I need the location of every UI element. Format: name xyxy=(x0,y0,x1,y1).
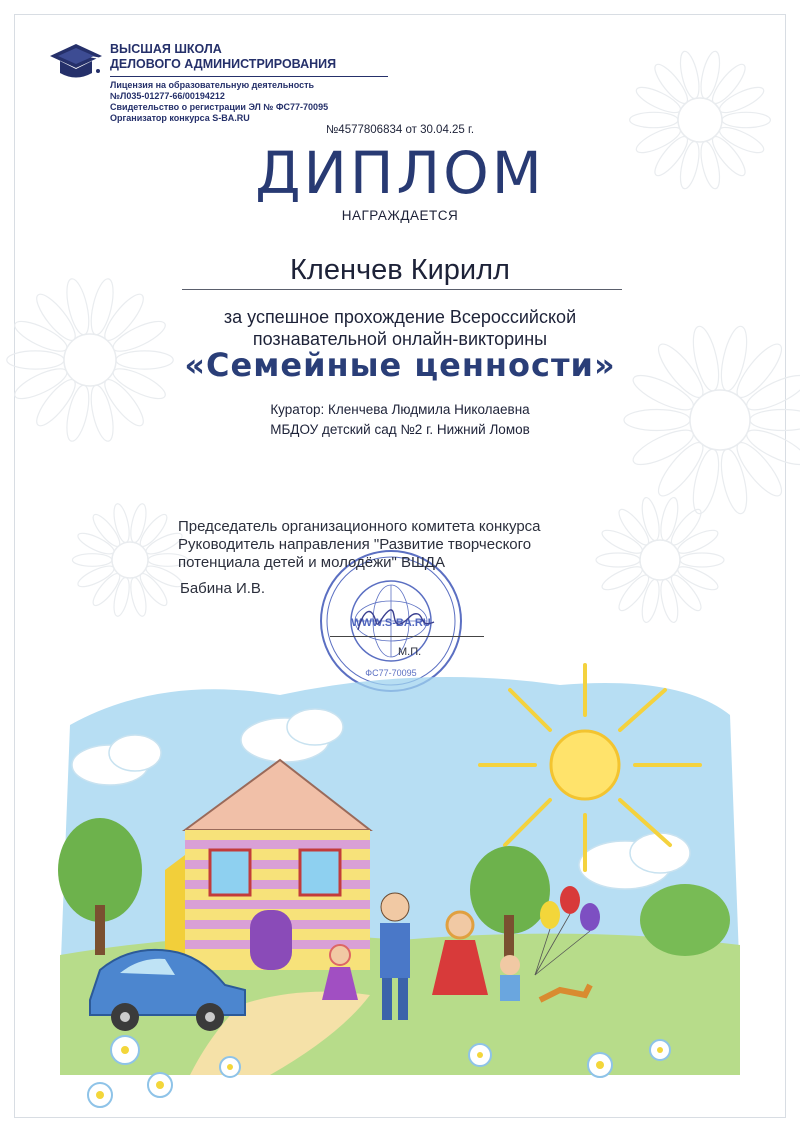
awarded-label: НАГРАЖДАЕТСЯ xyxy=(341,208,459,223)
diploma-number: №4577806834 от 30.04.25 г. xyxy=(325,124,475,136)
stamp-site-text: WWW.S-BA.RU xyxy=(351,617,431,629)
signer-name: Бабина И.В. xyxy=(180,580,266,597)
handwritten-signature xyxy=(350,600,440,640)
header-divider xyxy=(110,76,388,77)
seal-place-label: М.П. xyxy=(398,646,422,658)
graduation-cap-icon xyxy=(48,40,104,84)
license-number: №Л035-01277-66/00194212 xyxy=(110,91,225,101)
curator-block xyxy=(0,400,800,440)
signature-line3: потенциала детей и молодёжи" ВШДА xyxy=(178,554,445,571)
signature-line xyxy=(330,636,484,637)
award-reason-line2: познавательной онлайн-викторины xyxy=(252,329,548,349)
signature-line2: Руководитель направления "Развитие творческого xyxy=(178,536,532,553)
organization-name-line2: ДЕЛОВОГО АДМИНИСТРИРОВАНИЯ xyxy=(110,57,337,71)
contest-title: «Семейные ценности» xyxy=(184,346,616,384)
registration-text: Свидетельство о регистрации ЭЛ № ФС77-70095 xyxy=(110,102,329,112)
recipient-underline xyxy=(182,289,622,290)
curator-name: Куратор: Кленчева Людмила Николаевна xyxy=(270,402,530,417)
organizer-text: Организатор конкурса S-BA.RU xyxy=(110,113,250,123)
stamp-number-text: ФС77-70095 xyxy=(365,668,417,678)
recipient-name: Кленчев Кирилл xyxy=(290,254,510,286)
family-drawing xyxy=(40,655,760,1115)
award-reason xyxy=(0,306,800,350)
diploma-title: ДИПЛОМ xyxy=(255,139,545,207)
signature-line1: Председатель организационного комитета конкурса xyxy=(178,518,541,535)
license-text: Лицензия на образовательную деятельность xyxy=(110,80,315,90)
award-reason-line1: за успешное прохождение Всероссийской xyxy=(223,307,577,327)
organization-info xyxy=(110,80,430,124)
organization-name xyxy=(110,42,410,72)
institution-name: МБДОУ детский сад №2 г. Нижний Ломов xyxy=(270,422,530,437)
signature-block xyxy=(178,518,618,572)
organization-name-line1: ВЫСШАЯ ШКОЛА xyxy=(110,42,222,56)
